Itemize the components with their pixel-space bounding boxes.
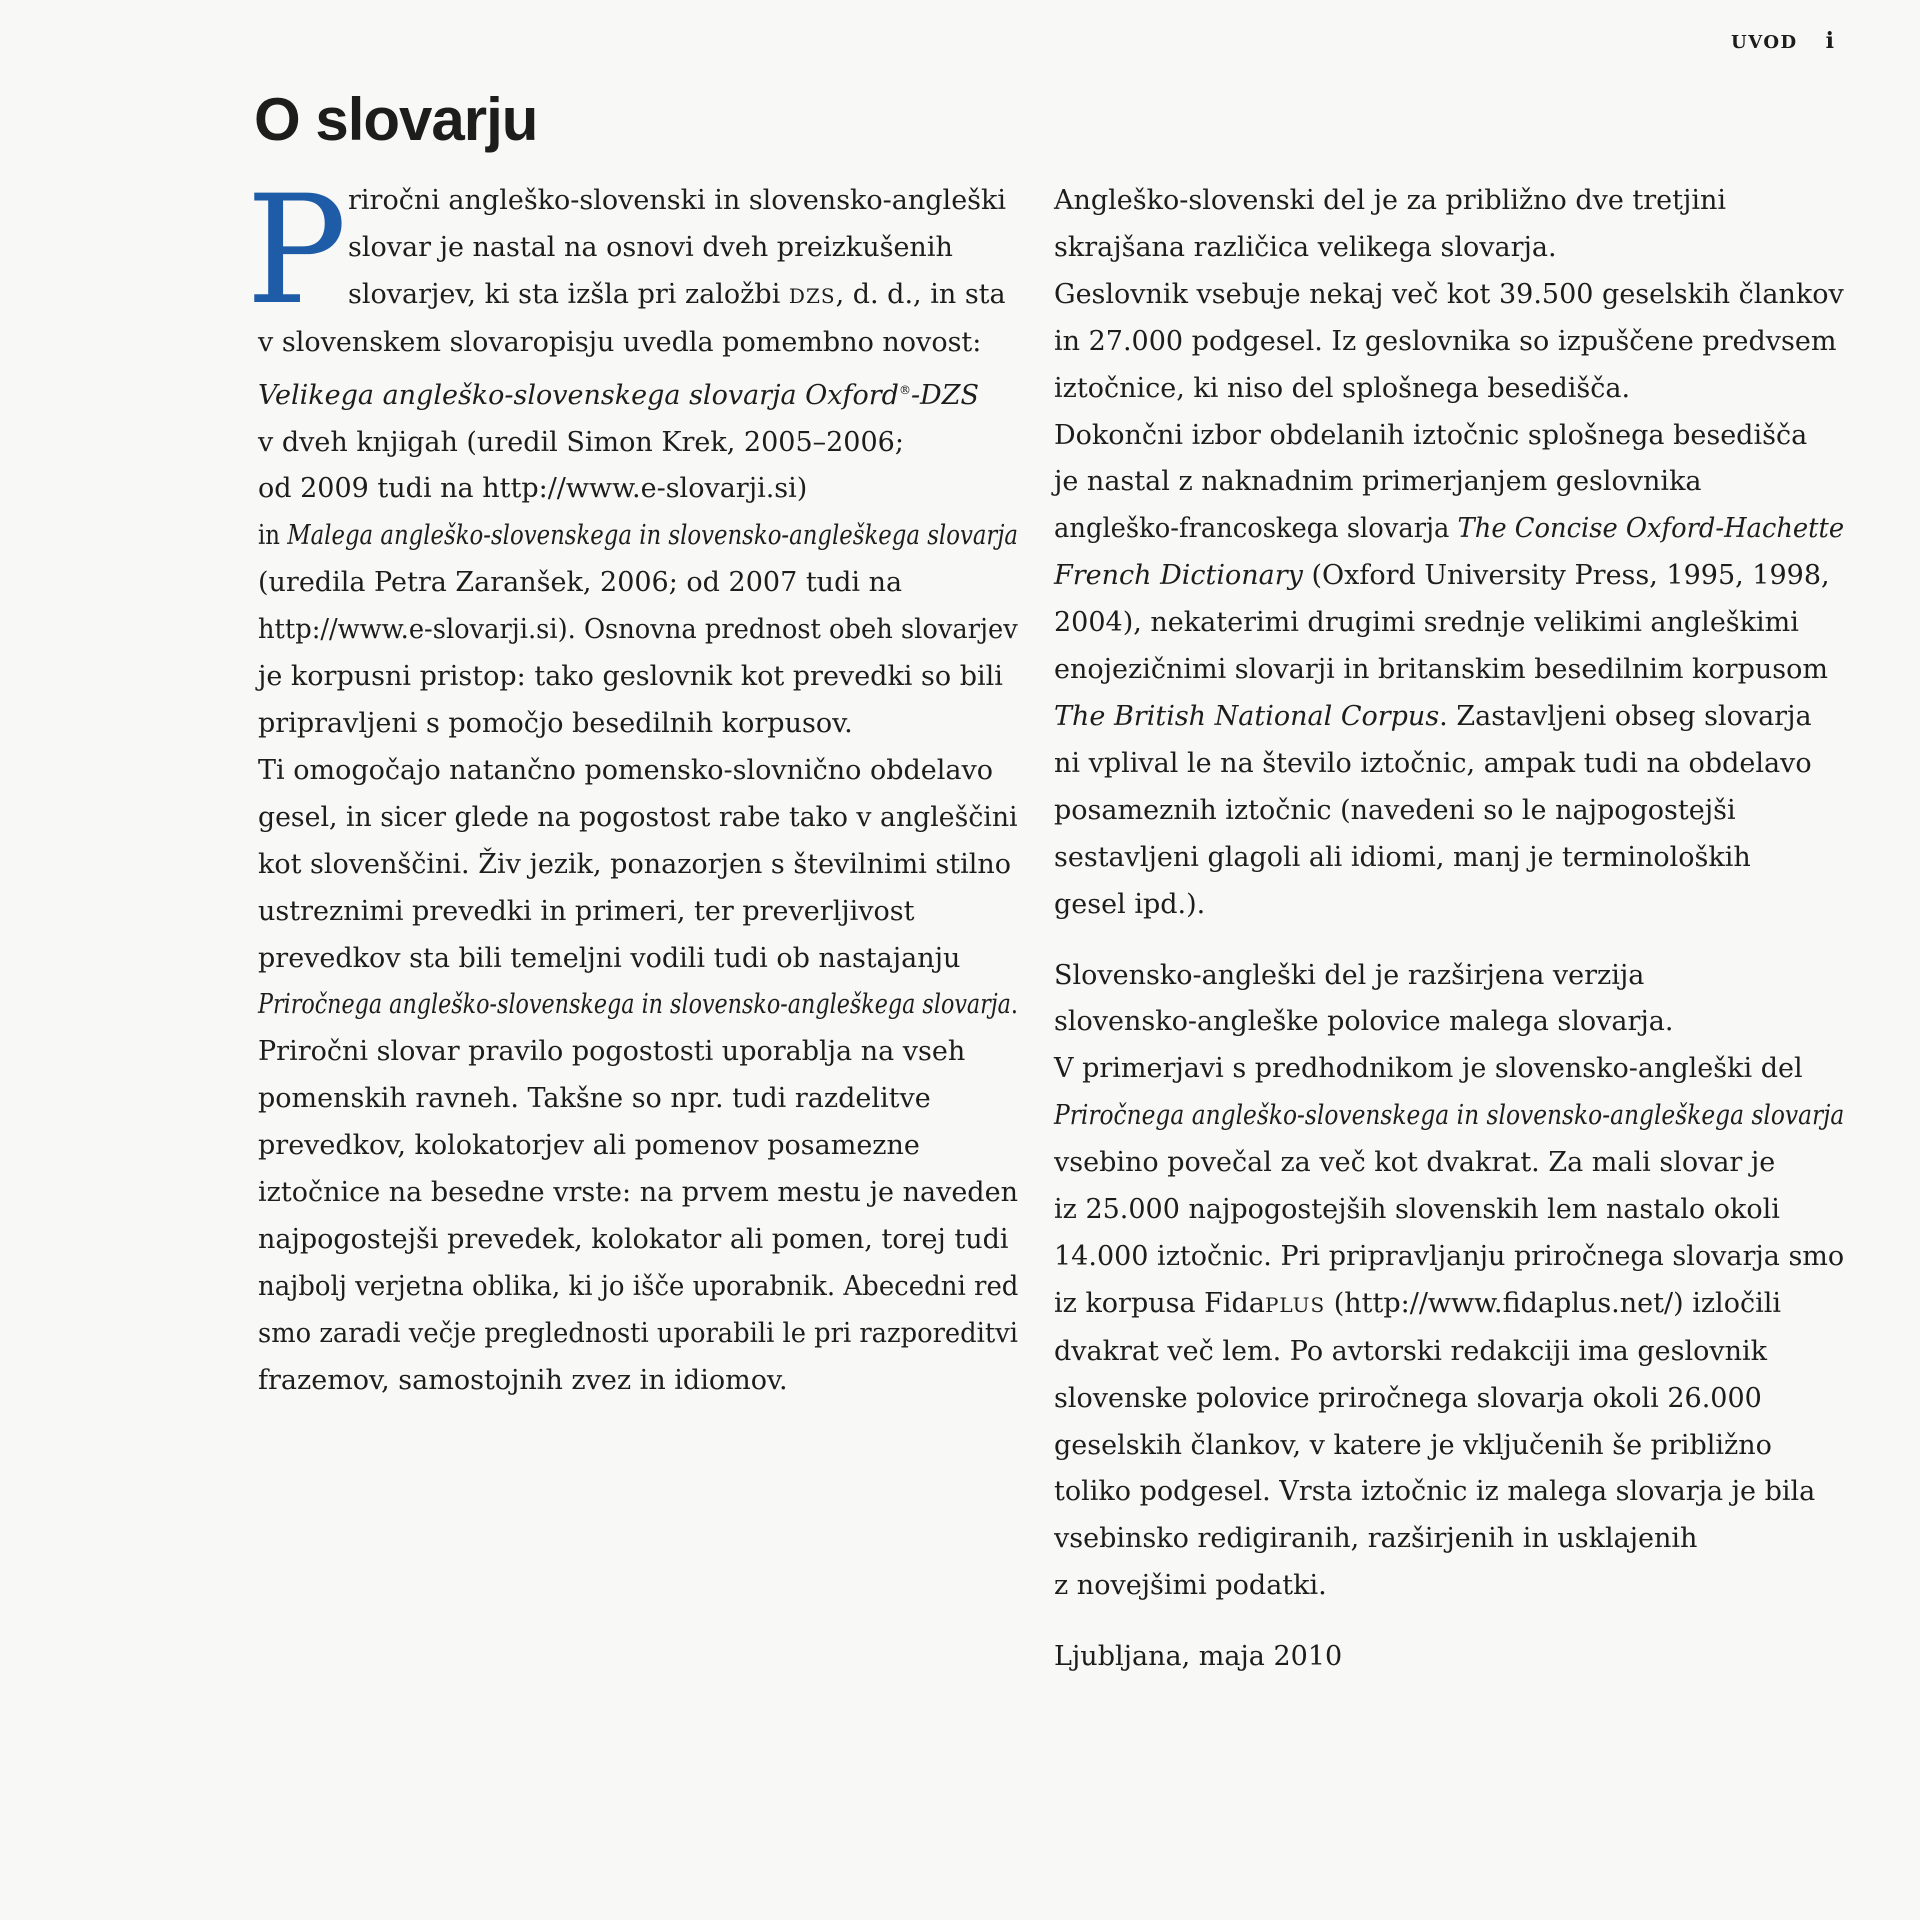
left-column [246, 164, 1019, 1405]
text-line: v dveh knjigah (uredil Simon Krek, 2005–2006; [258, 426, 904, 458]
text-line: 14.000 iztočnic. Pri pripravljanju priročnega slovarja smo [1054, 1240, 1845, 1272]
paragraph-gap [1054, 1610, 1844, 1634]
text-line: Priročnega angleško-slovenskega in slovensko-angleškega slovarja. [258, 989, 1019, 1021]
text-line: French Dictionary (Oxford University Press, 1995, 1998, [1054, 560, 1830, 592]
text-line: slovar je nastal na osnovi dveh preizkušenih [348, 231, 953, 263]
registered-mark: ® [898, 382, 911, 397]
text-line: ni vplival le na število iztočnic, ampak tudi na obdelavo [1054, 747, 1812, 779]
text-line: iztočnice, ki niso del splošnega besedišča. [1054, 372, 1631, 404]
section-label: UVOD [1731, 32, 1798, 53]
text-line: frazemov, samostojnih zvez in idiomov. [258, 1364, 788, 1396]
text-line: Dokončni izbor obdelanih iztočnic splošnega besedišča [1054, 419, 1808, 451]
text-line: pomenskih ravneh. Takšne so npr. tudi razdelitve [258, 1083, 931, 1115]
running-head [1731, 28, 1834, 54]
text-line: vsebino povečal za več kot dvakrat. Za mali slovar je [1054, 1147, 1776, 1179]
text-line: in 27.000 podgesel. Iz geslovnika so izpuščene predvsem [1054, 325, 1837, 357]
text-line: v slovenskem slovaropisju uvedla pomembno novost: [258, 326, 982, 358]
text-line: najpogostejši prevedek, kolokator ali pomen, torej tudi [258, 1223, 1009, 1255]
publisher-abbr: DZS [788, 283, 836, 308]
book-title: Malega angleško-slovenskega in slovensko-angleškega slovarja [287, 520, 1018, 552]
text-line: ustreznimi prevedki in primeri, ter preverljivost [258, 895, 915, 927]
text-line: smo zaradi večje preglednosti uporabili le pri razporeditvi [258, 1317, 1018, 1349]
corpus-name-smallcaps: PLUS [1264, 1292, 1326, 1317]
book-title: Priročnega angleško-slovenskega in slovensko-angleškega slovarja [258, 989, 1011, 1021]
text-line: Angleško-slovenski del je za približno dve tretjini [1054, 185, 1727, 216]
text-line: riročni angleško-slovenski in slovensko-angleški [348, 185, 1007, 216]
text-line: skrajšana različica velikega slovarja. [1054, 231, 1557, 263]
page-number: i [1825, 28, 1834, 54]
paragraph-gap [1054, 929, 1844, 953]
drop-cap: P [246, 164, 347, 338]
text-line: od 2009 tudi na http://www.e-slovarji.si) [258, 473, 808, 505]
text-line: http://www.e-slovarji.si). Osnovna prednost obeh slovarjev [258, 614, 1018, 646]
signature-date: Ljubljana, maja 2010 [1054, 1641, 1343, 1673]
text-line: Velikega angleško-slovenskega slovarja Oxford®-DZS [258, 379, 979, 411]
text-line: kot slovenščini. Živ jezik, ponazorjen s številnimi stilno [258, 848, 1012, 880]
text-line: Slovensko-angleški del je razširjena verzija [1054, 959, 1645, 991]
book-title: French Dictionary [1054, 560, 1303, 592]
text-line: angleško-francoskega slovarja The Concise Oxford-Hachette [1054, 513, 1845, 545]
book-title: The Concise Oxford-Hachette [1457, 513, 1845, 545]
text-line: prevedkov sta bili temeljni vodili tudi ob nastajanju [258, 942, 961, 974]
text-line: Geslovnik vsebuje nekaj več kot 39.500 geselskih člankov [1054, 278, 1844, 310]
text-line: iztočnice na besedne vrste: na prvem mestu je naveden [258, 1177, 1018, 1209]
text-line: prevedkov, kolokatorjev ali pomenov posamezne [258, 1130, 920, 1162]
text-line: je nastal z naknadnim primerjanjem geslovnika [1054, 466, 1702, 498]
text-line: Ti omogočajo natančno pomensko-slovnično obdelavo [258, 754, 993, 786]
text-line: gesel, in sicer glede na pogostost rabe tako v angleščini [258, 801, 1018, 833]
text-line: slovenske polovice priročnega slovarja okoli 26.000 [1054, 1382, 1762, 1414]
right-column [1054, 178, 1844, 1681]
text-line: pripravljeni s pomočjo besedilnih korpusov. [258, 707, 853, 739]
text-line: The British National Corpus. Zastavljeni obseg slovarja [1054, 700, 1812, 732]
text-line: dvakrat več lem. Po avtorski redakciji ima geslovnik [1054, 1335, 1767, 1367]
text-line: iz korpusa FidaPLUS (http://www.fidaplus.net/) izločili [1054, 1287, 1781, 1319]
text-line: in Malega angleško-slovenskega in slovensko-angleškega slovarja [258, 520, 1018, 552]
text-line: z novejšimi podatki. [1054, 1570, 1327, 1602]
corpus-title: The British National Corpus [1054, 700, 1440, 732]
text-line: slovarjev, ki sta izšla pri založbi DZS, d. d., in sta [348, 278, 1006, 310]
text-line: V primerjavi s predhodnikom je slovensko-angleški del [1054, 1053, 1803, 1085]
text-line: gesel ipd.). [1054, 888, 1206, 920]
text-line: geselskih člankov, v katere je vključenih še približno [1054, 1429, 1772, 1461]
text-line: sestavljeni glagoli ali idiomi, manj je terminoloških [1054, 841, 1751, 873]
book-title: Priročnega angleško-slovenskega in slovensko-angleškega slovarja [1054, 1100, 1845, 1132]
text-line: je korpusni pristop: tako geslovnik kot prevedki so bili [258, 661, 1003, 693]
text-line: 2004), nekaterimi drugimi srednje velikimi angleškimi [1054, 607, 1799, 639]
text-line: iz 25.000 najpogostejših slovenskih lem nastalo okoli [1054, 1194, 1780, 1226]
text-line: najbolj verjetna oblika, ki jo išče uporabnik. Abecedni red [258, 1270, 1019, 1302]
text-line: enojezičnimi slovarji in britanskim besedilnim korpusom [1054, 654, 1828, 686]
page-title: O slovarju [254, 86, 538, 153]
text-line: posameznih iztočnic (navedeni so le najpogostejši [1054, 794, 1736, 826]
text-line: (uredila Petra Zaranšek, 2006; od 2007 tudi na [258, 567, 903, 599]
text-line: vsebinsko redigiranih, razširjenih in usklajenih [1054, 1523, 1698, 1555]
text-line: toliko podgesel. Vrsta iztočnic iz malega slovarja je bila [1054, 1476, 1816, 1508]
text-line: slovensko-angleške polovice malega slovarja. [1054, 1006, 1674, 1038]
text-line: Priročni slovar pravilo pogostosti uporablja na vseh [258, 1036, 966, 1068]
